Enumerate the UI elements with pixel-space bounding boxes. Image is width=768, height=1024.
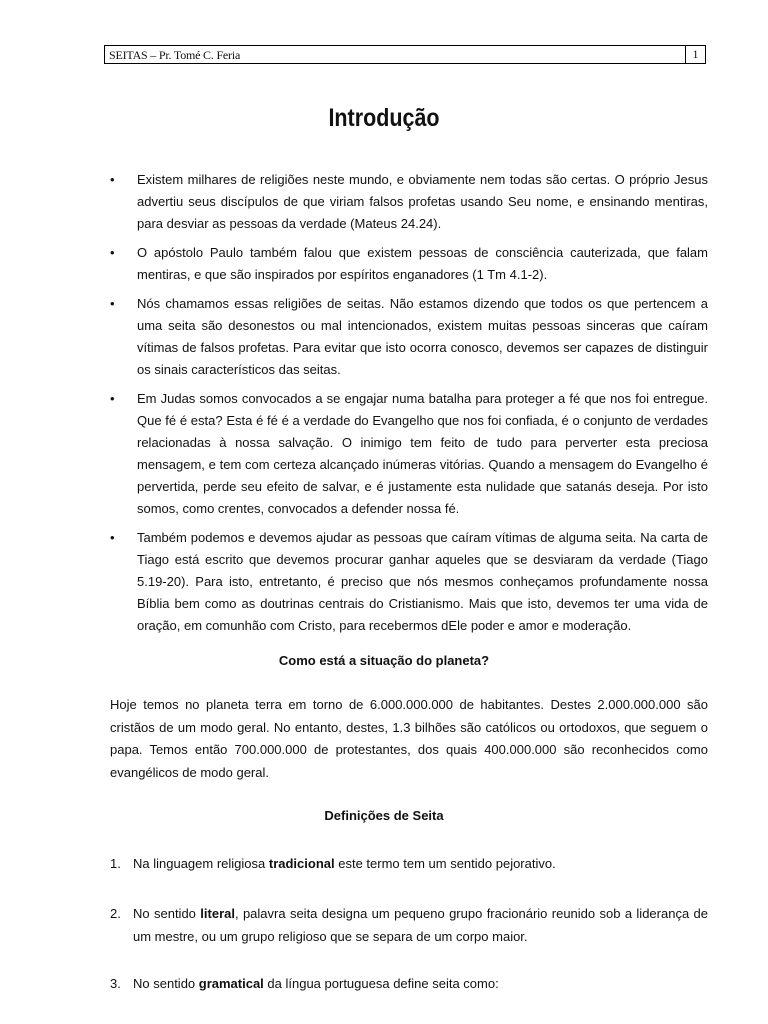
planet-paragraph: Hoje temos no planeta terra em torno de 6.000.000.000 de habitantes. Destes 2.000.000.000 são cristãos de um modo geral. No entanto, destes, 1.3 bilhões são católicos ou ortodoxos, que seguem o papa. Temos então 700.000.000 de protestantes, dos quais 400.000.000 são reconhecidos como evangélicos de modo geral. (110, 697, 708, 780)
bullet-icon: • (110, 172, 115, 187)
item-bold-term: gramatical (198, 976, 264, 991)
item-text: este termo tem um sentido pejorativo. (334, 856, 556, 871)
item-bold-term: literal (200, 906, 235, 921)
bullet-icon: • (110, 245, 115, 260)
bullet-text: Existem milhares de religiões neste mundo, e obviamente nem todas são certas. O próprio Jesus advertiu seus discípulos de que viriam falsos profetas usando Seu nome, e ensinando mentiras, para desviar as pessoas da verdade (Mateus 24.24). (137, 172, 708, 231)
page-title: Introdução (328, 104, 440, 132)
bullet-icon: • (110, 391, 115, 406)
section-heading-planet: Como está a situação do planeta? (278, 653, 490, 668)
definition-item (110, 902, 708, 948)
item-bold-term: tradicional (268, 856, 335, 871)
header-title: SEITAS – Pr. Tomé C. Feria (109, 48, 241, 62)
page-header (104, 45, 706, 64)
bullet-text: O apóstolo Paulo também falou que existem pessoas de consciência cauterizada, que falam mentiras, e que são inspirados por espíritos enganadores (1 Tm 4.1-2). (137, 245, 708, 282)
item-text: , palavra seita designa um pequeno grupo fracionário reunido sob a liderança de um mestre, ou um grupo religioso que se separa de um corpo maior. (133, 906, 708, 944)
item-text: Na linguagem religiosa (133, 856, 269, 871)
list-item (110, 388, 708, 520)
list-item (110, 293, 708, 381)
item-number: 3. (110, 976, 121, 991)
list-item (110, 527, 708, 637)
bullet-text: Em Judas somos convocados a se engajar numa batalha para proteger a fé que nos foi entregue. Que fé é esta? Esta é fé é a verdade do Evangelho que nos foi confiada, é o conjunto de verdades relacionadas à nossa salvação. O inimigo tem feito de tudo para perverter esta preciosa mensagem, e tem com certeza alcançado inúmeras vitórias. Quando a mensagem do Evangelho é pervertida, perde seu efeito de salvar, e é justamente esta nulidade que satanás deseja. Por isto somos, como crentes, convocados a defender nossa fé. (137, 391, 708, 516)
definition-item (110, 972, 708, 995)
intro-bullet-list (110, 169, 708, 644)
item-text: No sentido (133, 976, 199, 991)
bullet-text: Também podemos e devemos ajudar as pessoas que caíram vítimas de alguma seita. Na carta de Tiago está escrito que devemos procurar ganhar aqueles que se desviaram da verdade (Tiago 5.19-20). Para isto, entretanto, é preciso que nós mesmos conheçamos profundamente nossa Bíblia bem como as doutrinas centrais do Cristianismo. Mais que isto, devemos ter uma vida de oração, em comunhão com Cristo, para recebermos dEle poder e amor e moderação. (137, 530, 708, 633)
bullet-icon: • (110, 530, 115, 545)
bullet-icon: • (110, 296, 115, 311)
page-number: 1 (685, 45, 705, 64)
item-text: No sentido (133, 906, 201, 921)
item-text: da língua portuguesa define seita como: (263, 976, 499, 991)
definition-item (110, 852, 708, 875)
section-heading-definitions: Definições de Seita (324, 808, 444, 823)
item-number: 2. (110, 906, 121, 921)
list-item (110, 242, 708, 286)
item-number: 1. (110, 856, 121, 871)
list-item (110, 169, 708, 235)
bullet-text: Nós chamamos essas religiões de seitas. Não estamos dizendo que todos os que pertencem a uma seita são desonestos ou mal intencionados, existem muitas pessoas sinceras que caíram vítimas de falsos profetas. Para evitar que isto ocorra conosco, devemos ser capazes de distinguir os sinais característicos das seitas. (137, 296, 708, 377)
